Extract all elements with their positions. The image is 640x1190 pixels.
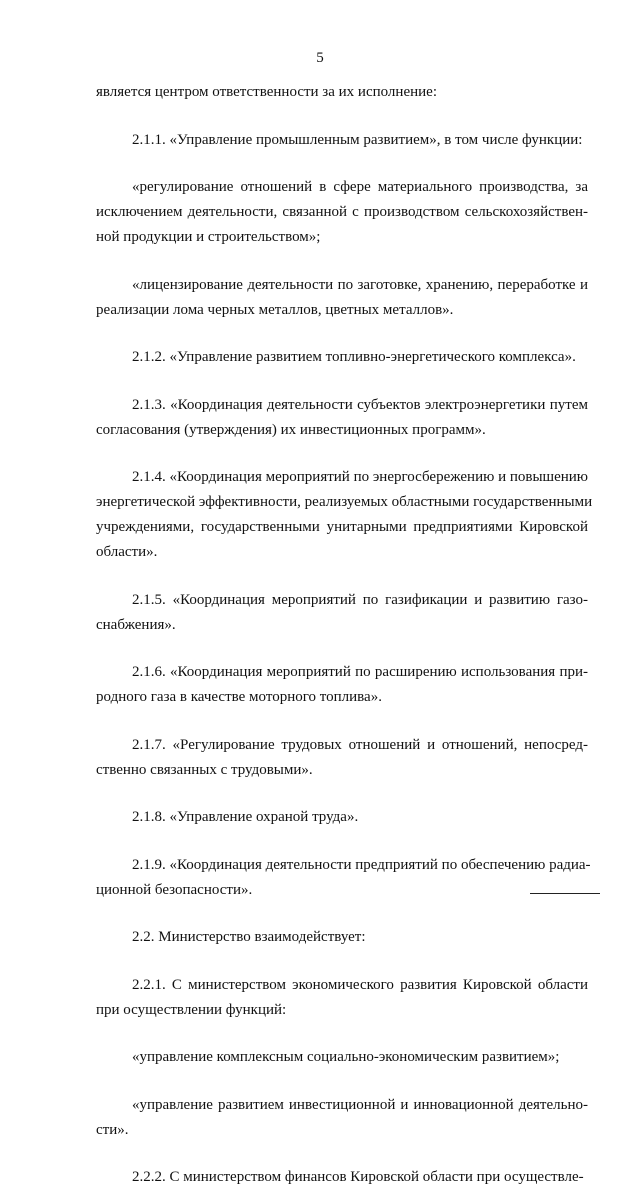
text-line: «управление развитием инвестиционной и инновационной деятельно- <box>132 1096 588 1113</box>
paragraph <box>96 925 588 950</box>
text-line: ной продукции и строительством»; <box>96 229 321 245</box>
paragraph <box>96 128 588 153</box>
text-line: учреждениями, государственными унитарными предприятиями Кировской <box>96 519 588 535</box>
text-line: при осуществлении функций: <box>96 1001 287 1018</box>
text-line: области». <box>96 544 158 560</box>
paragraph <box>96 345 588 370</box>
text-line: 2.1.2. «Управление развитием топливно-энергетического комплекса». <box>132 349 576 365</box>
text-line: 2.1.3. «Координация деятельности субъектов электроэнергетики путем <box>132 396 588 413</box>
text-line: 2.1.8. «Управление охраной труда». <box>132 809 359 825</box>
footer-rule <box>530 893 600 894</box>
paragraph <box>96 273 588 323</box>
text-line: является центром ответственности за их исполнение: <box>96 84 437 100</box>
text-line: реализации лома черных металлов, цветных металлов». <box>96 301 454 318</box>
text-line: согласования (утверждения) их инвестиционных программ». <box>96 421 486 438</box>
paragraph <box>96 1093 588 1143</box>
text-line: снабжения». <box>96 616 176 633</box>
text-line: ционной безопасности». <box>96 881 253 898</box>
text-line: «лицензирование деятельности по заготовке, хранению, переработке и <box>132 276 588 293</box>
text-line: 2.2.2. С министерством финансов Кировской области при осуществле- <box>132 1169 584 1185</box>
paragraph <box>96 1045 588 1070</box>
paragraph <box>96 465 593 565</box>
text-line: 2.1.4. «Координация мероприятий по энергосбережению и повышению <box>132 469 588 485</box>
text-line: исключением деятельности, связанной с производством сельскохозяйствен- <box>96 204 588 220</box>
text-line: 2.2. Министерство взаимодействует: <box>132 929 366 945</box>
text-line: родного газа в качестве моторного топлива». <box>96 689 382 705</box>
paragraph <box>96 588 588 638</box>
paragraph <box>96 1165 588 1190</box>
paragraph <box>96 393 588 443</box>
text-line: 2.1.7. «Регулирование трудовых отношений и отношений, непосред- <box>132 736 588 753</box>
page-number: 5 <box>316 50 324 66</box>
paragraph <box>96 853 591 903</box>
text-line: энергетической эффективности, реализуемых областными государственными <box>96 494 593 510</box>
paragraph <box>96 660 588 710</box>
text-line: 2.1.6. «Координация мероприятий по расширению использования при- <box>132 664 588 680</box>
text-line: ственно связанных с трудовыми». <box>96 761 313 778</box>
text-line: 2.2.1. С министерством экономического развития Кировской области <box>132 976 588 993</box>
text-line: «управление комплексным социально-экономическим развитием»; <box>132 1049 560 1065</box>
text-line: 2.1.1. «Управление промышленным развитием», в том числе функции: <box>132 131 583 148</box>
paragraph <box>96 80 588 105</box>
text-line: «регулирование отношений в сфере материального производства, за <box>132 179 588 195</box>
paragraph <box>96 973 588 1023</box>
paragraph <box>96 175 588 250</box>
paragraph <box>96 733 588 783</box>
paragraph <box>96 805 588 830</box>
text-line: сти». <box>96 1121 129 1138</box>
text-line: 2.1.5. «Координация мероприятий по газификации и развитию газо- <box>132 591 588 608</box>
text-line: 2.1.9. «Координация деятельности предприятий по обеспечению радиа- <box>132 856 591 873</box>
